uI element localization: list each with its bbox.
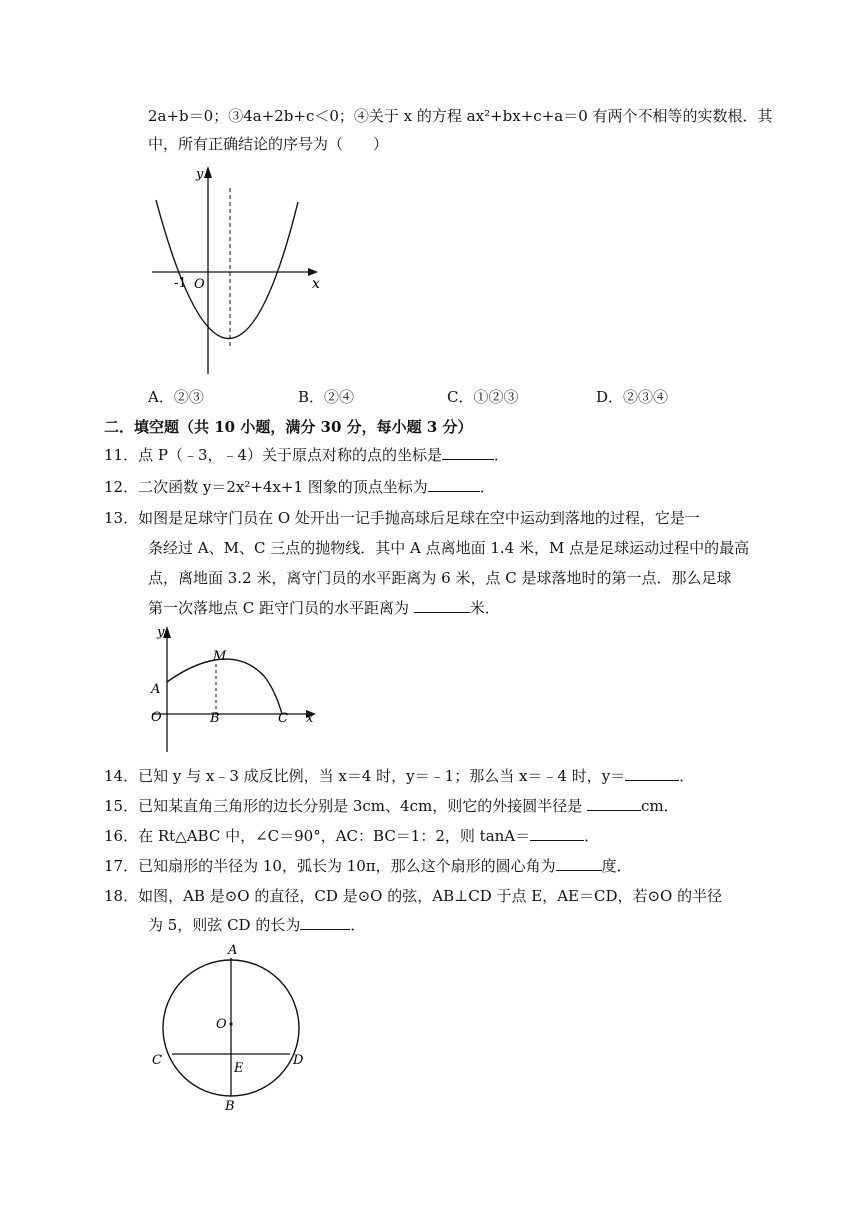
parabola-curve bbox=[156, 200, 298, 339]
q13-line4-text: 第一次落地点 C 距守门员的水平距离为 bbox=[148, 599, 414, 617]
q14-tail: ． bbox=[679, 767, 695, 785]
option-d[interactable]: D．②③④ bbox=[596, 388, 669, 406]
q13-tail: 米． bbox=[469, 599, 500, 617]
q13-line4 bbox=[148, 598, 500, 618]
q16-tail: ． bbox=[584, 827, 600, 845]
label-e: E bbox=[234, 1061, 244, 1076]
q15-text: 15．已知某直角三角形的边长分别是 3cm、4cm，则它的外接圆半径是 bbox=[104, 797, 587, 815]
circle-graph bbox=[148, 938, 316, 1114]
q15-tail: cm． bbox=[640, 797, 679, 815]
label-o: O bbox=[151, 710, 162, 725]
q16-text: 16．在 Rt△ABC 中，∠C＝90°，AC：BC＝1：2，则 tanA＝ bbox=[104, 827, 531, 845]
q16-blank[interactable] bbox=[530, 826, 584, 841]
q18-line2 bbox=[148, 915, 365, 935]
q13-blank[interactable] bbox=[414, 598, 470, 613]
x-label: x bbox=[312, 276, 320, 292]
option-a[interactable]: A．②③ bbox=[148, 388, 204, 406]
q13-line3: 点，离地面 3.2 米，离守门员的水平距离为 6 米，点 C 是球落地时的第一点．那么足球 bbox=[148, 569, 732, 587]
label-b: B bbox=[210, 711, 220, 726]
label-o: O bbox=[216, 1017, 227, 1032]
option-c[interactable]: C．①②③ bbox=[447, 388, 519, 406]
q11-text: 11．点 P（﹣3，﹣4）关于原点对称的点的坐标是 bbox=[104, 446, 443, 464]
origin-label: O bbox=[194, 277, 205, 292]
question-17 bbox=[104, 856, 632, 876]
x-axis-arrow bbox=[308, 268, 318, 276]
q13-line2: 条经过 A、M、C 三点的抛物线．其中 A 点离地面 1.4 米，M 点是足球运动过程中的最高 bbox=[148, 539, 750, 557]
option-b[interactable]: B．②④ bbox=[298, 388, 355, 406]
q11-tail: ． bbox=[494, 446, 510, 464]
x-label: x bbox=[306, 711, 314, 726]
q11-blank[interactable] bbox=[442, 445, 494, 460]
q17-text: 17．已知扇形的半径为 10，弧长为 10π，那么这个扇形的圆心角为 bbox=[104, 857, 556, 875]
q12-blank[interactable] bbox=[428, 477, 480, 492]
q10-line1: 2a+b＝0；③4a+2b+c＜0；④关于 x 的方程 ax²+bx+c+a＝0 有两个不相等的实数根．其 bbox=[148, 107, 773, 125]
q18-tail: ． bbox=[350, 916, 366, 934]
q10-line2: 中，所有正确结论的序号为（ ） bbox=[148, 135, 389, 153]
center-dot bbox=[229, 1022, 232, 1025]
q12-tail: ． bbox=[479, 478, 495, 496]
q18-blank[interactable] bbox=[300, 915, 350, 930]
q14-text: 14．已知 y 与 x﹣3 成反比例，当 x＝4 时，y＝﹣1；那么当 x＝﹣4 时，y＝ bbox=[104, 767, 626, 785]
question-16 bbox=[104, 826, 599, 846]
minus-one-label: -1 bbox=[174, 276, 187, 291]
label-a: A bbox=[151, 682, 161, 697]
q18-line2-text: 为 5，则弦 CD 的长为 bbox=[148, 916, 301, 934]
label-d: D bbox=[293, 1053, 304, 1068]
parabola-graph bbox=[148, 160, 328, 378]
q17-tail: 度． bbox=[601, 857, 632, 875]
q17-blank[interactable] bbox=[556, 856, 602, 871]
q12-text: 12．二次函数 y＝2x²+4x+1 图象的顶点坐标为 bbox=[104, 478, 428, 496]
q15-blank[interactable] bbox=[587, 796, 641, 811]
trajectory-curve bbox=[167, 659, 282, 714]
q13-line1: 13．如图是足球守门员在 O 处开出一记手抛高球后足球在空中运动到落地的过程，它是一 bbox=[104, 509, 700, 527]
question-14 bbox=[104, 766, 694, 786]
q14-blank[interactable] bbox=[625, 766, 679, 781]
y-label: y bbox=[196, 167, 204, 182]
question-12 bbox=[104, 477, 495, 497]
question-15 bbox=[104, 796, 679, 816]
section-title: 二．填空题（共 10 小题，满分 30 分，每小题 3 分） bbox=[104, 418, 473, 436]
question-11 bbox=[104, 445, 509, 465]
trajectory-graph bbox=[148, 620, 328, 754]
label-c: C bbox=[278, 711, 288, 726]
y-label: y bbox=[157, 625, 165, 640]
q18-line1: 18．如图，AB 是⊙O 的直径，CD 是⊙O 的弦，AB⊥CD 于点 E，AE＝CD，若⊙O 的半径 bbox=[104, 887, 723, 905]
y-axis-arrow bbox=[204, 166, 212, 178]
label-a: A bbox=[228, 943, 238, 958]
label-b: B bbox=[225, 1099, 235, 1114]
label-c: C bbox=[152, 1053, 162, 1068]
label-m: M bbox=[213, 649, 227, 664]
